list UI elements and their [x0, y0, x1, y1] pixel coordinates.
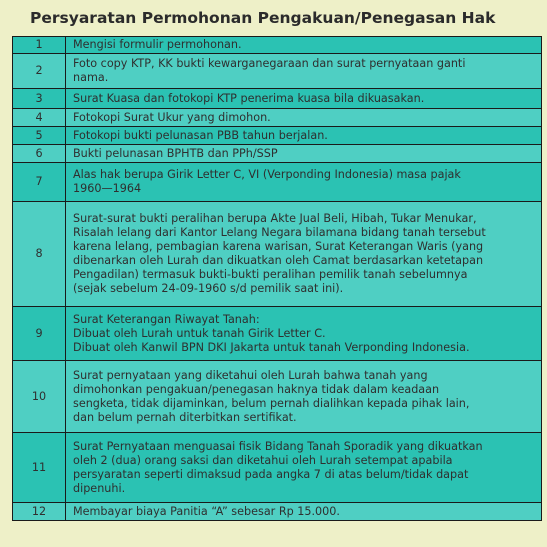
row-number: 11 [13, 433, 66, 503]
text-line: Risalah lelang dari Kantor Lelang Negara bilamana bidang tanah tersebut [73, 226, 486, 239]
text-line: dimohonkan pengakuan/penegasan haknya tidak dalam keadaan [73, 382, 440, 396]
row-number: 9 [13, 307, 66, 361]
text-line: dipenuhi. [73, 481, 126, 495]
table-row [13, 202, 542, 307]
row-text [66, 127, 542, 145]
table-row [13, 54, 542, 89]
row-text [66, 503, 542, 521]
row-text [66, 433, 542, 503]
row-number: 12 [13, 503, 66, 521]
text-line: Fotokopi bukti pelunasan PBB tahun berjalan. [73, 128, 328, 142]
table-row [13, 145, 542, 163]
row-text [66, 109, 542, 127]
row-text [66, 89, 542, 109]
text-line: persyaratan seperti dimaksud pada angka 7 di atas belum/tidak dapat [73, 467, 469, 481]
row-number: 3 [13, 89, 66, 109]
row-text [66, 37, 542, 54]
row-text [66, 307, 542, 361]
text-line: karena lelang, pembagian karena warisan, Surat Keterangan Waris (yang [73, 240, 484, 253]
row-number: 1 [13, 37, 66, 54]
table-row [13, 127, 542, 145]
table-row [13, 89, 542, 109]
table-row [13, 361, 542, 433]
text-line: (sejak sebelum 24-09-1960 s/d pemilik saat ini). [73, 282, 344, 295]
table-row [13, 37, 542, 54]
text-line: Surat pernyataan yang diketahui oleh Lurah bahwa tanah yang [73, 368, 428, 382]
table-row [13, 503, 542, 521]
table-row [13, 433, 542, 503]
text-line: Dibuat oleh Lurah untuk tanah Girik Letter C. [73, 326, 326, 340]
text-line: Mengisi formulir permohonan. [73, 38, 242, 51]
table-row [13, 163, 542, 202]
row-number: 2 [13, 54, 66, 89]
row-number: 8 [13, 202, 66, 307]
page-title: Persyaratan Permohonan Pengakuan/Penegasan Hak [30, 9, 496, 27]
row-number: 7 [13, 163, 66, 202]
row-text [66, 54, 542, 89]
row-number: 10 [13, 361, 66, 433]
text-line: Fotokopi Surat Ukur yang dimohon. [73, 110, 271, 124]
table-row [13, 109, 542, 127]
row-text [66, 202, 542, 307]
row-text [66, 163, 542, 202]
text-line: Membayar biaya Panitia “A” sebesar Rp 15.000. [73, 504, 340, 518]
text-line: 1960—1964 [73, 182, 142, 195]
text-line: Foto copy KTP, KK bukti kewarganegaraan dan surat pernyataan ganti [73, 57, 466, 70]
row-text [66, 145, 542, 163]
text-line: sengketa, tidak dijaminkan, belum pernah dialihkan kepada pihak lain, [73, 396, 470, 410]
text-line: nama. [73, 71, 109, 84]
text-line: Surat Keterangan Riwayat Tanah: [73, 312, 260, 326]
row-number: 5 [13, 127, 66, 145]
text-line: Dibuat oleh Kanwil BPN DKI Jakarta untuk tanah Verponding Indonesia. [73, 340, 470, 354]
row-number: 4 [13, 109, 66, 127]
text-line: Surat-surat bukti peralihan berupa Akte Jual Beli, Hibah, Tukar Menukar, [73, 212, 477, 225]
row-text [66, 361, 542, 433]
requirements-table-body [13, 37, 542, 521]
requirements-table [12, 36, 542, 521]
text-line: Surat Kuasa dan fotokopi KTP penerima kuasa bila dikuasakan. [73, 91, 425, 105]
text-line: dibenarkan oleh Lurah dan dikuatkan oleh Camat berdasarkan ketetapan [73, 254, 484, 267]
table-row [13, 307, 542, 361]
text-line: Surat Pernyataan menguasai fisik Bidang Tanah Sporadik yang dikuatkan [73, 439, 483, 453]
text-line: Bukti pelunasan BPHTB dan PPh/SSP [73, 146, 278, 160]
row-number: 6 [13, 145, 66, 163]
text-line: Pengadilan) termasuk bukti-bukti peralihan pemilik tanah sebelumnya [73, 268, 468, 281]
text-line: Alas hak berupa Girik Letter C, VI (Verponding Indonesia) masa pajak [73, 168, 461, 181]
text-line: dan belum pernah diterbitkan sertifikat. [73, 410, 297, 424]
text-line: oleh 2 (dua) orang saksi dan diketahui oleh Lurah setempat apabila [73, 453, 453, 467]
